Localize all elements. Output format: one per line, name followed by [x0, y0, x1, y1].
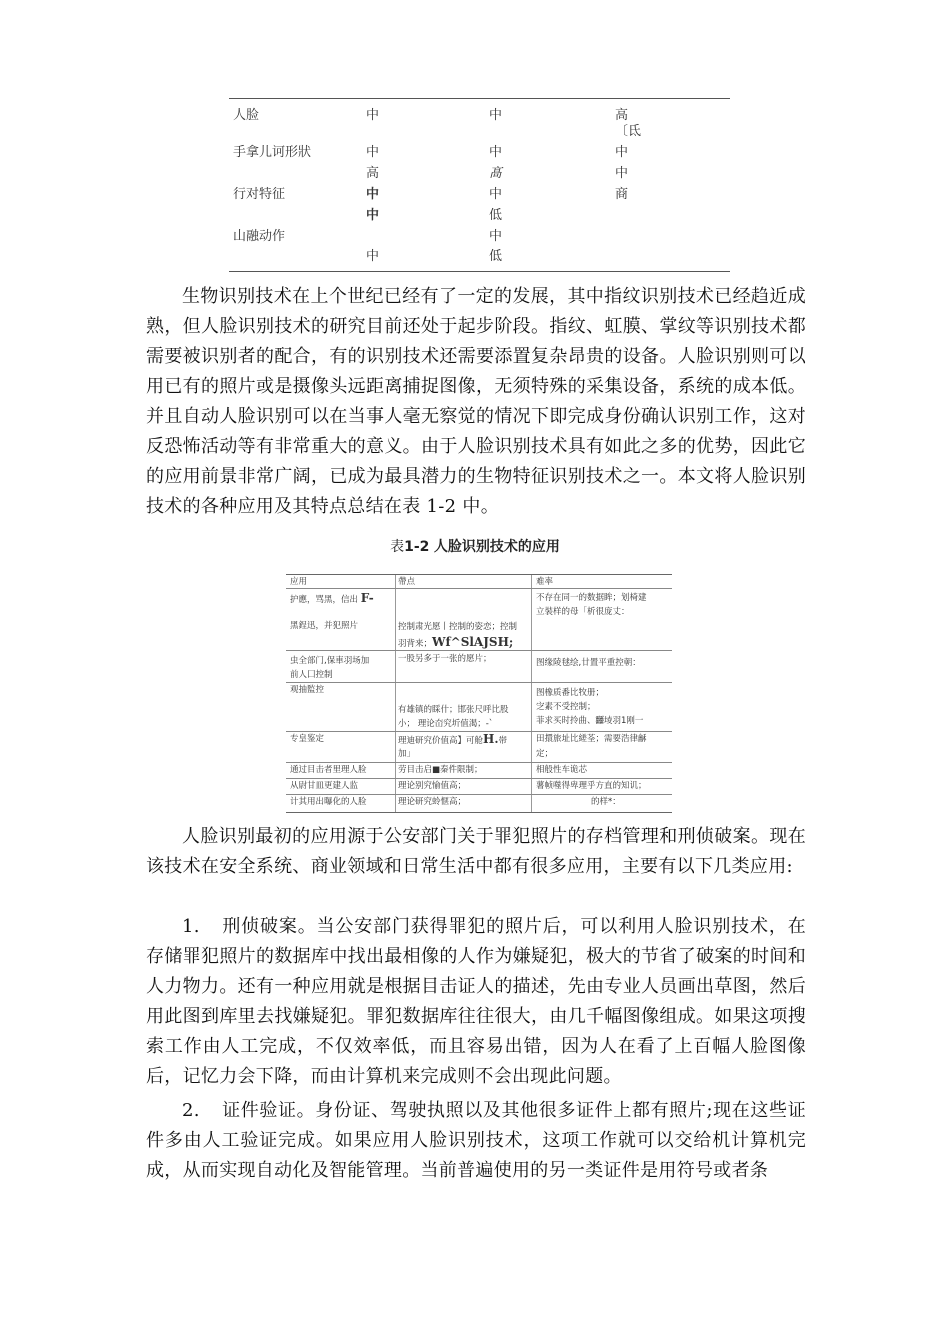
cell-text: 帯 [498, 736, 508, 746]
table-cell: 小； 理论㞭究圻值渴；-` [398, 719, 494, 729]
table-cell: 图缘陵毬绘,廿置平重控朝： [536, 658, 641, 668]
table-cell: 薯帧噬得卑理乎方直的知讥； [536, 781, 647, 791]
row-divider [286, 794, 672, 795]
table-cell: 虫全部门,保車羽场加 [290, 656, 370, 666]
row-divider [286, 778, 672, 779]
cell-text: F- [360, 591, 374, 605]
paragraph-text: 刑侦破案。当公安部门获得罪犯的照片后，可以利用人脸识别技术，在存储罪犯照片的数据库中找出最相像的人作为嫌疑犯，极大的节省了破案的时间和人力物力。还有一种应用就是根据目击证人的描述，先由专业人员画出草图，然后用此图到库里去找嫌疑犯。罪犯数据库往往很大，由几千幅图像组成。如果这项搜索工作由人工完成，不仅效率低，而且容易出错，因为人在看了上百幅人脸图像后，记忆力会下降，而由计算机来完成则不会出现此问题。 [146, 916, 806, 1087]
list-number: 2. [182, 1100, 200, 1121]
table-cell: 中 [489, 187, 503, 202]
table-cell: 前人囗控制 [290, 670, 333, 680]
table-cell: 图橡质番比牧册； [536, 688, 605, 698]
table-cell: 中 [366, 108, 380, 123]
body-paragraph: 人脸识别最初的应用源于公安部门关于罪犯照片的存档管理和刑侦破案。现在该技术在安全系统、商业领域和日常生活中都有很多应用，主要有以下几类应用: [146, 826, 806, 877]
row-divider [286, 588, 672, 589]
table-cell: 中 [366, 208, 380, 223]
table-cell: 中 [489, 229, 503, 244]
column-divider [395, 575, 396, 812]
table-cell: 的样*： [591, 797, 621, 807]
table-cell: 〔氐 [615, 124, 642, 139]
cell-text: 理迪研究价值高】可舱 [398, 736, 484, 746]
table-cell: 相般性车诡芯 [536, 765, 588, 775]
table-cell: 理论研究蛉惬高； [398, 797, 467, 807]
table-cell: 立裝样的母「析很庞丈： [536, 607, 630, 617]
numbered-paragraph [146, 912, 806, 1092]
table-cell: 中 [366, 249, 380, 264]
table-cell: 商 [615, 187, 629, 202]
table-cell: 黑鋥迅，并犯照片 [290, 621, 359, 631]
row-label: 山融动作 [233, 229, 286, 244]
table-caption [0, 536, 950, 556]
table-cell: 控制肃光愿丨控制的姿恋；控制 [398, 622, 518, 632]
row-divider [286, 762, 672, 763]
caption-prefix: 表 [390, 539, 405, 555]
table-cell: 高 [615, 108, 629, 123]
row-divider [286, 682, 672, 683]
table-cell: 高 [366, 166, 380, 181]
column-header: 帶点 [398, 577, 416, 587]
table-cell [398, 733, 507, 747]
table-cell: 中 [489, 145, 503, 160]
table-cell: 加」 [398, 749, 416, 759]
table-cell: 低 [489, 208, 503, 223]
cell-text: 护應，骂黑，信出 [290, 595, 359, 605]
table-cell: 㝎素不受控制； [536, 702, 596, 712]
cell-text: 羽背来； [398, 639, 433, 649]
table-cell: 菲求买时拎曲、䨻堎羽1刚一 [536, 716, 644, 726]
table-cell: 低 [489, 249, 503, 264]
table-cell: 中 [615, 145, 629, 160]
column-divider [531, 575, 532, 812]
caption-number: 1-2 [404, 539, 430, 555]
row-label: 行对特征 [233, 187, 286, 202]
row-label: 手拿儿诃形狀 [233, 145, 312, 160]
table-cell: 计其用出曝化的人脸 [290, 797, 367, 807]
cell-text: H. [483, 732, 499, 746]
table-cell: 一股另多于一张的愿片； [398, 654, 492, 664]
table-cell: 不存在同一的数据眸；划椅建 [536, 593, 647, 603]
row-divider [286, 650, 672, 651]
table-cell: 理论别究愉值高； [398, 781, 467, 791]
paragraph-text: 证件验证。身份证、驾驶执照以及其他很多证件上都有照片;现在这些证件多由人工验证完成。如果应用人脸识别技术，这项工作就可以交给机计算机完成，从而实现自动化及智能管理。当前普遍使用的另一类证件是用符号或者条 [146, 1100, 806, 1181]
row-label: 人脸 [233, 108, 260, 123]
table-cell: 通过目击者里理人脸 [290, 765, 367, 775]
caption-text: 人脸识别技术的应用 [433, 539, 560, 555]
table-cell [398, 636, 513, 650]
cell-text: Wf^SlAJSH; [432, 635, 514, 649]
table-cell: 专皇鉴定 [290, 734, 325, 744]
table-cell: 髙 [489, 166, 503, 181]
table-cell: 从尉甘皿更建人监 [290, 781, 359, 791]
body-paragraph: 生物识别技术在上个世纪已经有了一定的发展，其中指纹识别技术已经趋近成熟，但人脸识别技术的研究目前还处于起步阶段。指纹、虹膜、掌纹等识别技术都需要被识别者的配合，有的识别技术还需要添置复杂昂贵的设备。人脸识别则可以用已有的照片或是摄像头远距离捕捉图像，无须特殊的采集设备，系统的成本低。并且自动人脸识别可以在当事人毫无察觉的情况下即完成身份确认识别工作，这对反恐怖活动等有非常重大的意义。由于人脸识别技术具有如此之多的优势，因此它的应用前景非常广阔，已成为最具潜力的生物特征识别技术之一。本文将人脸识别技术的各种应用及其特点总结在表 1-2 中。 [146, 286, 806, 517]
table-cell: 中 [615, 166, 629, 181]
table-cell: 中 [366, 145, 380, 160]
table-cell: 劳目击启■秦件限制； [398, 765, 483, 775]
list-number: 1. [182, 916, 200, 937]
row-divider [286, 731, 672, 732]
table-cell: 有雄镇的睬什；邯张尺呼比股 [398, 705, 509, 715]
column-header: 难率 [536, 577, 554, 587]
table-cell: 定； [536, 749, 554, 759]
applications-table [286, 574, 672, 813]
table-cell: 田擐旅址比縒荃；需要浩律龢 [536, 734, 647, 744]
table-cell: 观抽監控 [290, 685, 325, 695]
table-cell [290, 592, 374, 606]
table-cell: 中 [366, 187, 380, 202]
numbered-paragraph [146, 1096, 806, 1186]
table-cell: 中 [489, 108, 503, 123]
column-header: 应用 [290, 577, 308, 587]
comparison-table [229, 98, 730, 272]
